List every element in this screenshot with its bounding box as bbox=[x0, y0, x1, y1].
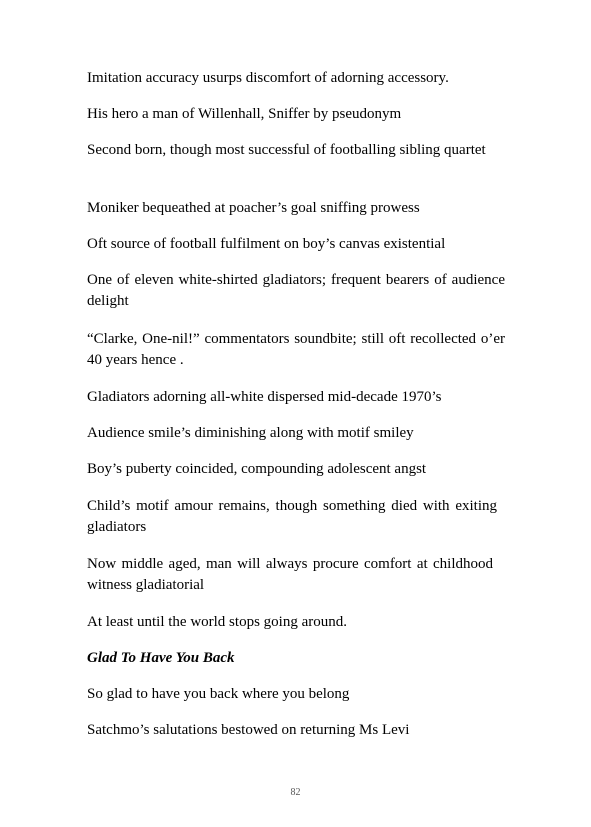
text-line-5: Oft source of football fulfilment on boy’s canvas existential bbox=[87, 236, 446, 252]
text-line-12: Now middle aged, man will always procure comfort at childhood witness gladiatorial bbox=[87, 556, 493, 593]
page-number: 82 bbox=[290, 787, 301, 798]
text-line-9: Audience smile’s diminishing along with motif smiley bbox=[87, 425, 414, 441]
text-line-3: Second born, though most successful of footballing sibling quartet bbox=[87, 142, 486, 158]
text-line-13: At least until the world stops going around. bbox=[87, 614, 347, 630]
text-line-11: Child’s motif amour remains, though something died with exiting gladiators bbox=[87, 498, 497, 535]
poem-title: Glad To Have You Back bbox=[87, 650, 235, 666]
text-line-1: Imitation accuracy usurps discomfort of adorning accessory. bbox=[87, 70, 449, 86]
text-line-4: Moniker bequeathed at poacher’s goal sniffing prowess bbox=[87, 200, 420, 216]
text-line-2: His hero a man of Willenhall, Sniffer by pseudonym bbox=[87, 106, 402, 122]
text-line-7: “Clarke, One-nil!” commentators soundbite; still oft recollected o’er 40 years hence . bbox=[87, 331, 505, 368]
text-line-16: Satchmo’s salutations bestowed on returning Ms Levi bbox=[87, 722, 410, 738]
text-line-6: One of eleven white-shirted gladiators; frequent bearers of audience delight bbox=[87, 272, 505, 309]
text-line-8: Gladiators adorning all-white dispersed mid-decade 1970’s bbox=[87, 389, 442, 405]
text-line-15: So glad to have you back where you belong bbox=[87, 686, 350, 702]
text-line-10: Boy’s puberty coincided, compounding adolescent angst bbox=[87, 461, 427, 477]
